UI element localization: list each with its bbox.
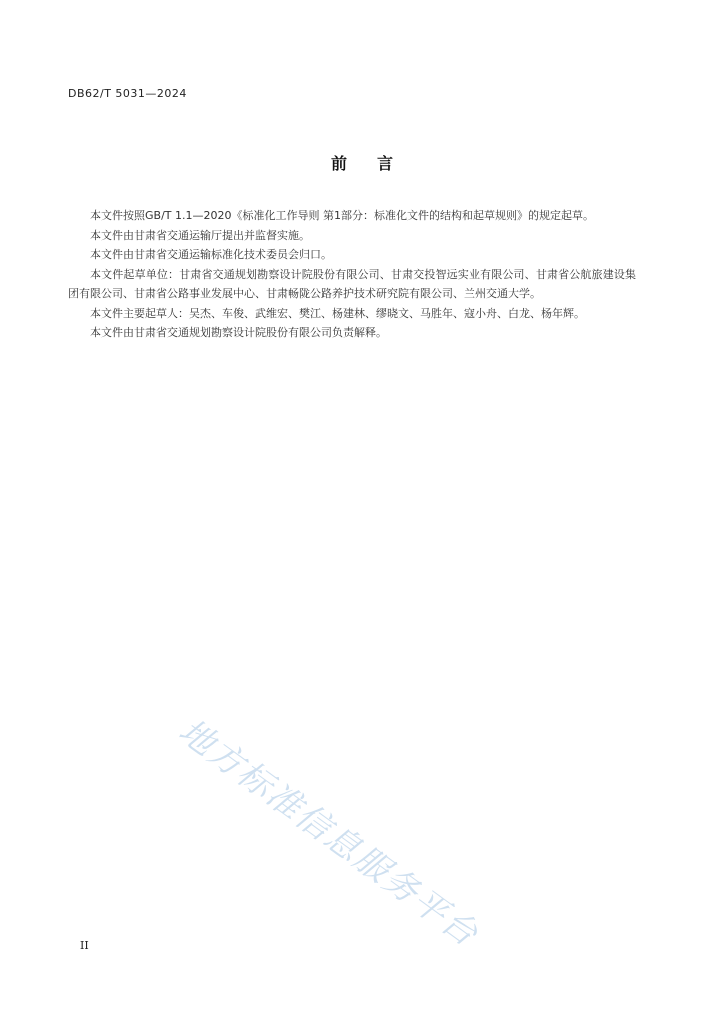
paragraph-proposer: 本文件由甘肃省交通运输厅提出并监督实施。 [90, 228, 310, 242]
paragraph-drafting-units: 本文件起草单位：甘肃省交通规划勘察设计院股份有限公司、甘肃交投智远实业有限公司、甘肃省公航旅建设集团有限公司、甘肃省公路事业发展中心、甘肃畅陇公路养护技术研究院有限公司、兰州交通大学。 [68, 267, 636, 300]
paragraph-drafting-rules: 本文件按照GB/T 1.1—2020《标准化工作导则 第1部分：标准化文件的结构和起草规则》的规定起草。 [90, 209, 594, 222]
page-number: II [80, 939, 89, 952]
paragraph-main-drafters: 本文件主要起草人：吴杰、车俊、武维宏、樊江、杨建林、缪晓文、马胜年、寇小舟、白龙、杨年辉。 [90, 306, 585, 320]
page-title: 前言 [330, 154, 423, 173]
foreword-body [68, 206, 636, 343]
watermark: 地方标准信息服务平台 [171, 711, 486, 956]
paragraph-interpretation: 本文件由甘肃省交通规划勘察设计院股份有限公司负责解释。 [90, 326, 387, 339]
paragraph-responsible-committee: 本文件由甘肃省交通运输标准化技术委员会归口。 [90, 248, 332, 261]
document-code: DB62/T 5031—2024 [68, 87, 187, 100]
